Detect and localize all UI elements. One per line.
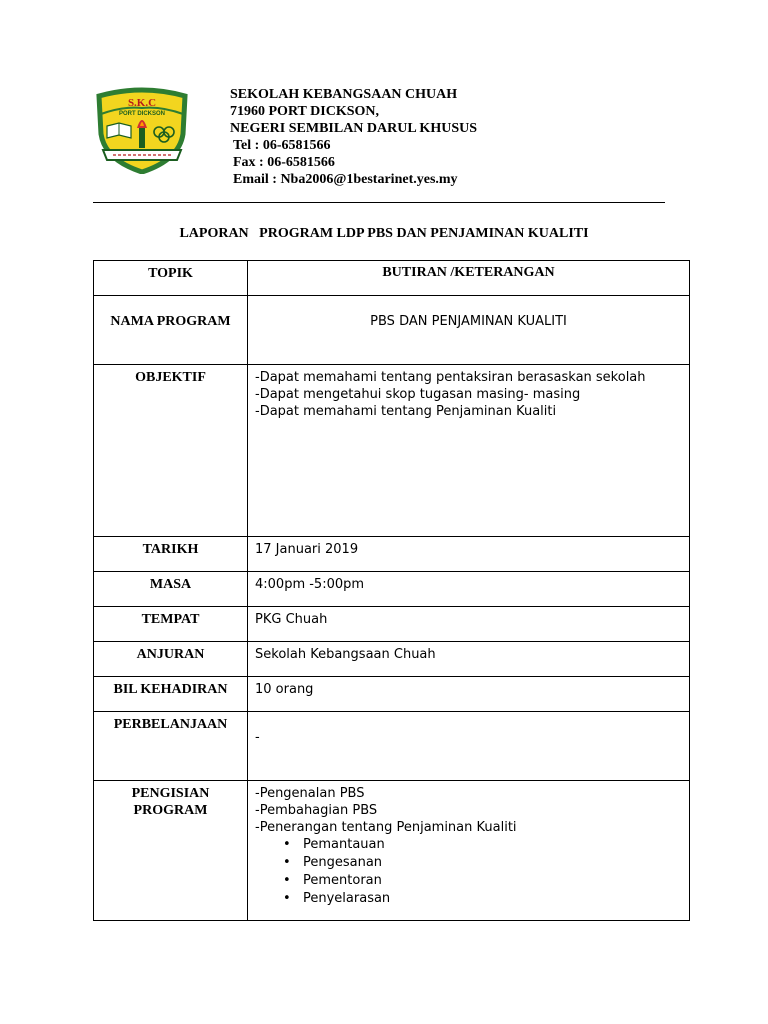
bullet-text: Pengesanan: [303, 855, 383, 870]
pengisian-label-line: PROGRAM: [133, 803, 208, 818]
value-anjuran: Sekolah Kebangsaan Chuah: [248, 642, 690, 677]
bullet-text: Penyelarasan: [303, 891, 391, 906]
list-item: [283, 836, 682, 854]
value-bil-kehadiran: 10 orang: [248, 677, 690, 712]
row-objektif: [94, 365, 690, 537]
table-header-row: [94, 261, 690, 296]
list-item: [283, 890, 682, 908]
school-name: SEKOLAH KEBANGSAAN CHUAH: [230, 87, 458, 102]
label-pengisian-program: [94, 781, 248, 921]
row-masa: [94, 572, 690, 607]
header-detail: BUTIRAN /KETERANGAN: [248, 261, 690, 296]
bullet-icon: •: [283, 855, 291, 870]
label-tarikh: TARIKH: [94, 537, 248, 572]
school-email: Email : Nba2006@1bestarinet.yes.my: [233, 172, 458, 187]
school-state: NEGERI SEMBILAN DARUL KHUSUS: [230, 121, 477, 136]
document-title: LAPORAN PROGRAM LDP PBS DAN PENJAMINAN KUALITI: [179, 226, 589, 241]
row-anjuran: [94, 642, 690, 677]
list-item: [283, 854, 682, 872]
pengisian-line: -Pengenalan PBS: [255, 786, 365, 801]
svg-text:S.K.C: S.K.C: [127, 97, 157, 109]
value-masa: 4:00pm -5:00pm: [248, 572, 690, 607]
label-masa: MASA: [94, 572, 248, 607]
list-item: [283, 872, 682, 890]
objektif-line: -Dapat memahami tentang pentaksiran berasaskan sekolah: [255, 370, 646, 385]
value-tempat: PKG Chuah: [248, 607, 690, 642]
label-objektif: OBJEKTIF: [94, 365, 248, 537]
row-bil-kehadiran: [94, 677, 690, 712]
school-address-block: [230, 86, 477, 188]
row-tarikh: [94, 537, 690, 572]
row-pengisian-program: [94, 781, 690, 921]
value-nama-program: PBS DAN PENJAMINAN KUALITI: [248, 296, 690, 365]
label-perbelanjaan: PERBELANJAAN: [94, 712, 248, 781]
svg-text:PORT DICKSON: PORT DICKSON: [118, 111, 166, 117]
value-pengisian-program: [248, 781, 690, 921]
pengisian-label-line: PENGISIAN: [131, 786, 210, 801]
row-nama-program: [94, 296, 690, 365]
bullet-text: Pementoran: [303, 873, 382, 888]
bullet-icon: •: [283, 891, 291, 906]
bullet-text: Pemantauan: [303, 837, 385, 852]
value-perbelanjaan: -: [248, 712, 690, 781]
label-bil-kehadiran: BIL KEHADIRAN: [94, 677, 248, 712]
pengisian-line: -Pembahagian PBS: [255, 803, 378, 818]
pengisian-bullet-list: [255, 836, 682, 908]
label-anjuran: ANJURAN: [94, 642, 248, 677]
report-table: [93, 260, 690, 921]
label-tempat: TEMPAT: [94, 607, 248, 642]
row-perbelanjaan: [94, 712, 690, 781]
bullet-icon: •: [283, 873, 291, 888]
value-tarikh: 17 Januari 2019: [248, 537, 690, 572]
school-fax: Fax : 06-6581566: [233, 155, 335, 170]
school-tel: Tel : 06-6581566: [233, 138, 331, 153]
header-topik: TOPIK: [94, 261, 248, 296]
row-tempat: [94, 607, 690, 642]
label-nama-program: NAMA PROGRAM: [94, 296, 248, 365]
school-crest-logo: [93, 86, 191, 174]
bullet-icon: •: [283, 837, 291, 852]
pengisian-line: -Penerangan tentang Penjaminan Kualiti: [255, 820, 517, 835]
value-objektif: [248, 365, 690, 537]
school-postcode-city: 71960 PORT DICKSON,: [230, 104, 379, 119]
objektif-line: -Dapat memahami tentang Penjaminan Kualiti: [255, 404, 557, 419]
objektif-line: -Dapat mengetahui skop tugasan masing- masing: [255, 387, 581, 402]
header-divider: [93, 202, 665, 203]
